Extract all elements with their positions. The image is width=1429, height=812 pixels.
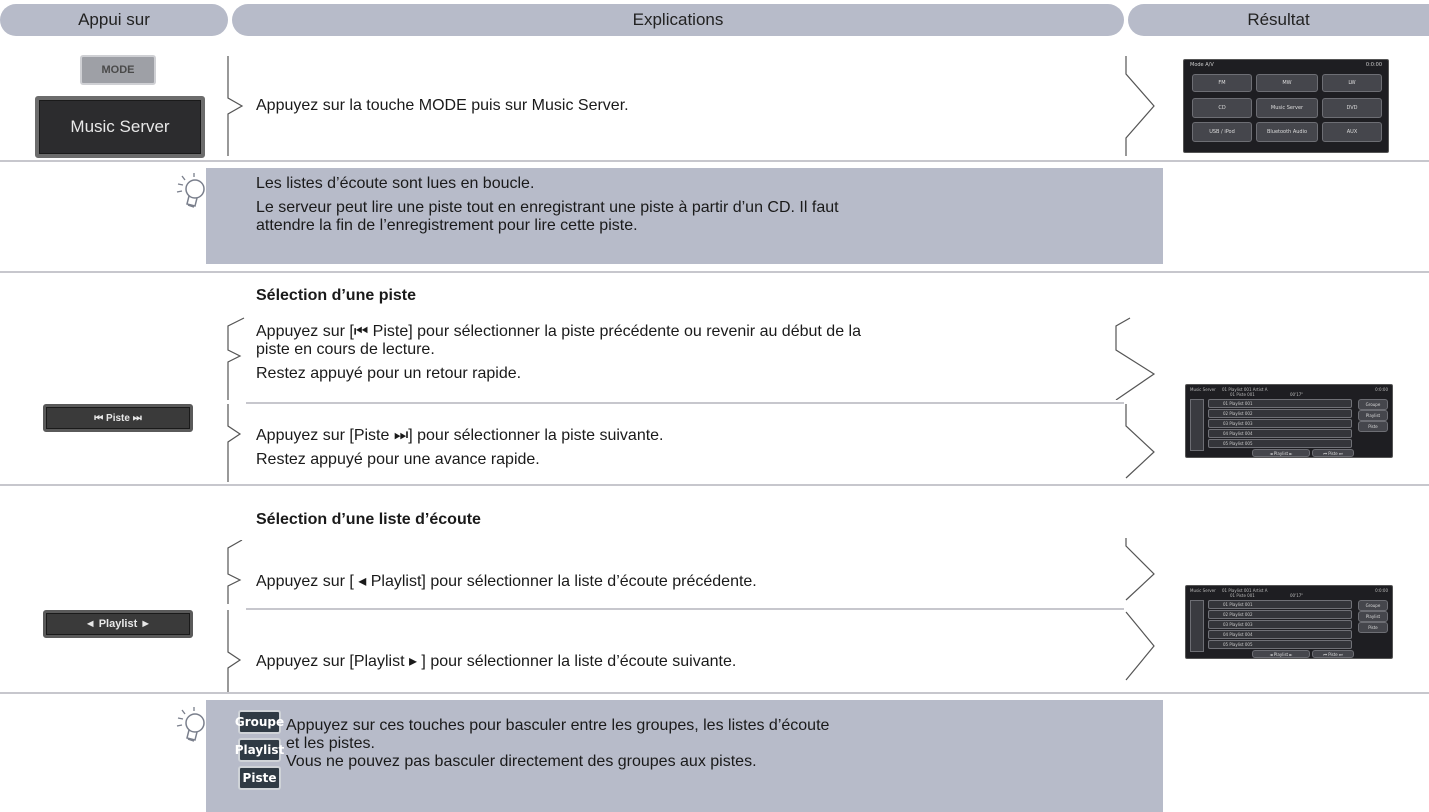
server-track-nav-label: ⏮ Piste ⏭ — [1323, 450, 1343, 456]
server-row-label: 02 Playlist 002 — [1223, 411, 1253, 416]
server-groupe-label: Groupe — [1365, 603, 1381, 608]
server-time: 0:0:00 — [1375, 588, 1388, 593]
mode-av-screen — [1183, 59, 1389, 153]
mode-music-server-label: Music Server — [1270, 105, 1304, 111]
server-elapsed: 00'17" — [1290, 392, 1304, 397]
mode-music-server-button[interactable] — [1256, 98, 1318, 118]
bracket-playlist-next-left — [226, 610, 246, 692]
bracket-playlist-next-right — [1124, 610, 1160, 682]
mode-bluetooth-audio-button[interactable] — [1256, 122, 1318, 142]
bracket-track-prev-right — [1114, 316, 1160, 400]
track-prev-line3: Restez appuyé pour un retour rapide. — [256, 365, 522, 382]
mode-cd-button[interactable] — [1192, 98, 1252, 118]
tip2-line2: et les pistes. — [286, 735, 375, 752]
playlist-selection-heading: Sélection d’une liste d’écoute — [256, 511, 481, 528]
track-selection-heading: Sélection d’une piste — [256, 287, 417, 304]
mode-screen-title: Mode A/V — [1190, 62, 1214, 68]
server-row[interactable] — [1208, 419, 1352, 428]
playlist-row-divider — [246, 608, 1124, 610]
mode-button-label: MODE — [101, 64, 135, 76]
tip2-line1: Appuyez sur ces touches pour basculer entre les groupes, les listes d’écoute — [286, 717, 830, 734]
mode-fm-button[interactable] — [1192, 74, 1252, 92]
piste-button-label: ⏮ Piste ⏭ — [94, 412, 142, 424]
server-header-line2: 01 Piste 001 — [1230, 392, 1255, 397]
server-elapsed: 00'17" — [1290, 593, 1304, 598]
server-prev-playlist-button[interactable] — [1252, 650, 1310, 658]
playlist-button-label: ◄ Playlist ► — [84, 618, 152, 630]
mode-dvd-button[interactable] — [1322, 98, 1382, 118]
server-row-label: 05 Playlist 005 — [1223, 642, 1253, 647]
mode-mw-label: MW — [1282, 80, 1292, 86]
server-groupe-button[interactable] — [1358, 600, 1388, 611]
playlist-button[interactable] — [43, 610, 193, 638]
mode-bluetooth-label: Bluetooth Audio — [1266, 129, 1308, 135]
server-row-label: 04 Playlist 004 — [1223, 431, 1253, 436]
server-prev-playlist-button[interactable] — [1252, 449, 1310, 457]
mode-usb-ipod-button[interactable] — [1192, 122, 1252, 142]
mode-lw-label: LW — [1348, 80, 1356, 86]
lightbulb-icon — [170, 172, 210, 214]
header-explications-label: Explications — [632, 10, 724, 29]
bracket-playlist-prev-right — [1124, 538, 1160, 602]
mode-button[interactable] — [80, 55, 156, 85]
separator-1 — [0, 160, 1429, 162]
bracket-track-next-right — [1124, 404, 1160, 482]
bracket-row1-right — [1124, 56, 1160, 156]
mode-cd-label: CD — [1218, 105, 1226, 111]
server-source-label: Music Server — [1190, 588, 1216, 593]
mode-dvd-label: DVD — [1346, 105, 1358, 111]
server-playlist-button[interactable] — [1358, 611, 1388, 622]
server-screen-playlist — [1185, 585, 1393, 659]
playlist-toggle-button[interactable] — [234, 738, 285, 762]
server-piste-label: Piste — [1368, 625, 1378, 630]
groupe-button-label: Groupe — [234, 715, 285, 729]
bracket-track-prev-left — [226, 316, 246, 400]
mode-aux-button[interactable] — [1322, 122, 1382, 142]
tip2-line3: Vous ne pouvez pas basculer directement des groupes aux pistes. — [286, 753, 757, 770]
server-row[interactable] — [1208, 429, 1352, 438]
track-next-line2: Restez appuyé pour une avance rapide. — [256, 451, 540, 468]
track-prev-line2: piste en cours de lecture. — [256, 341, 435, 358]
server-screen-track — [1185, 384, 1393, 458]
server-scroll-column[interactable] — [1190, 399, 1204, 451]
server-playlist-label: Playlist — [1365, 614, 1381, 619]
server-row-label: 04 Playlist 004 — [1223, 632, 1253, 637]
server-prev-playlist-label: ◄ Playlist ► — [1269, 450, 1293, 456]
piste-toggle-label: Piste — [242, 771, 277, 785]
server-row-label: 01 Playlist 001 — [1223, 401, 1253, 406]
mode-usb-label: USB / iPod — [1209, 129, 1235, 135]
server-header-line1: 01 Playlist 001 Artist A — [1222, 588, 1268, 593]
row1-explanation: Appuyez sur la touche MODE puis sur Music Server. — [256, 97, 629, 114]
server-prev-playlist-label: ◄ Playlist ► — [1269, 651, 1293, 657]
bracket-playlist-prev-left — [226, 540, 246, 604]
server-row-label: 05 Playlist 005 — [1223, 441, 1253, 446]
server-row-label: 03 Playlist 003 — [1223, 622, 1253, 627]
mode-lw-button[interactable] — [1322, 74, 1382, 92]
server-row[interactable] — [1208, 610, 1352, 619]
server-header-line2: 01 Piste 001 — [1230, 593, 1255, 598]
server-row[interactable] — [1208, 640, 1352, 649]
server-piste-label: Piste — [1368, 424, 1378, 429]
tip1-line3: attendre la fin de l’enregistrement pour lire cette piste. — [256, 217, 638, 234]
server-row[interactable] — [1208, 409, 1352, 418]
mode-aux-label: AUX — [1346, 129, 1358, 135]
playlist-toggle-label: Playlist — [234, 743, 285, 757]
playlist-next-line: Appuyez sur [Playlist ▸ ] pour sélectionner la liste d’écoute suivante. — [256, 653, 737, 670]
music-server-button-label: Music Server — [70, 117, 170, 136]
server-piste-button[interactable] — [1358, 421, 1388, 432]
mode-mw-button[interactable] — [1256, 74, 1318, 92]
separator-4 — [0, 692, 1429, 694]
server-groupe-button[interactable] — [1358, 399, 1388, 410]
bracket-row1-left — [226, 56, 246, 156]
bracket-track-next-left — [226, 404, 246, 482]
header-resultat — [1128, 4, 1429, 36]
server-row[interactable] — [1208, 620, 1352, 629]
server-header-line1: 01 Playlist 001 Artist A — [1222, 387, 1268, 392]
header-appui-sur-label: Appui sur — [78, 10, 150, 29]
tip1-line1: Les listes d’écoute sont lues en boucle. — [256, 175, 535, 192]
server-row-label: 03 Playlist 003 — [1223, 421, 1253, 426]
server-playlist-button[interactable] — [1358, 410, 1388, 421]
track-prev-line1: Appuyez sur [⏮ Piste] pour sélectionner la piste précédente ou revenir au début de la — [256, 323, 861, 340]
separator-3 — [0, 484, 1429, 486]
lightbulb-icon — [170, 706, 210, 748]
header-appui-sur — [0, 4, 228, 36]
server-scroll-column[interactable] — [1190, 600, 1204, 652]
mode-fm-label: FM — [1218, 80, 1226, 86]
server-source-label: Music Server — [1190, 387, 1216, 392]
groupe-button[interactable] — [234, 710, 285, 734]
server-piste-button[interactable] — [1358, 622, 1388, 633]
server-row-label: 01 Playlist 001 — [1223, 602, 1253, 607]
track-next-line1: Appuyez sur [Piste ⏭] pour sélectionner la piste suivante. — [256, 427, 664, 444]
server-groupe-label: Groupe — [1365, 402, 1381, 407]
server-row[interactable] — [1208, 600, 1352, 609]
piste-button[interactable] — [43, 404, 193, 432]
playlist-prev-line: Appuyez sur [ ◂ Playlist] pour sélectionner la liste d’écoute précédente. — [256, 573, 757, 590]
server-time: 0:0:00 — [1375, 387, 1388, 392]
server-track-nav-label: ⏮ Piste ⏭ — [1323, 651, 1343, 657]
mode-screen-time: 0:0:00 — [1365, 62, 1382, 68]
separator-2 — [0, 271, 1429, 273]
server-row[interactable] — [1208, 399, 1352, 408]
server-playlist-label: Playlist — [1365, 413, 1381, 418]
header-resultat-label: Résultat — [1247, 10, 1310, 29]
server-row[interactable] — [1208, 630, 1352, 639]
music-server-button[interactable] — [35, 96, 205, 158]
track-row-divider — [246, 402, 1124, 404]
piste-toggle-button[interactable] — [238, 766, 281, 790]
server-track-nav-button[interactable] — [1312, 650, 1354, 658]
tip1-line2: Le serveur peut lire une piste tout en enregistrant une piste à partir d’un CD. Il faut — [256, 199, 839, 216]
server-row-label: 02 Playlist 002 — [1223, 612, 1253, 617]
server-track-nav-button[interactable] — [1312, 449, 1354, 457]
header-explications — [232, 4, 1124, 36]
server-row[interactable] — [1208, 439, 1352, 448]
